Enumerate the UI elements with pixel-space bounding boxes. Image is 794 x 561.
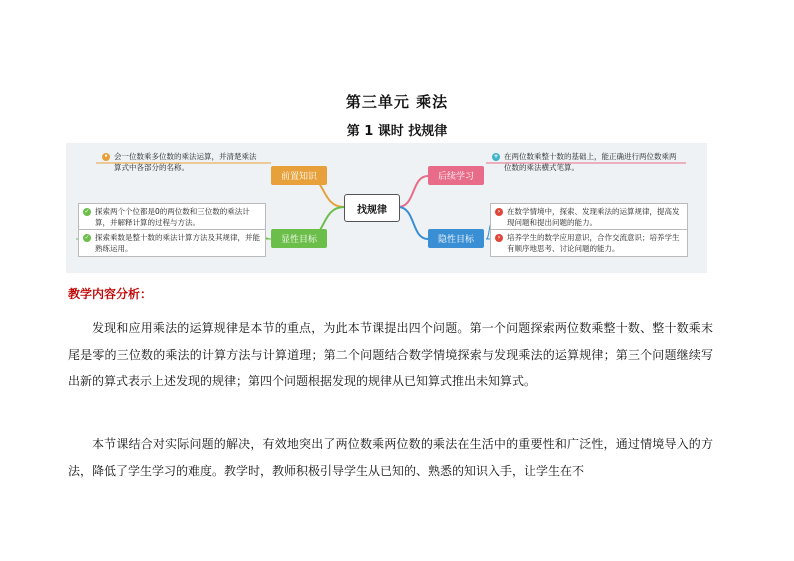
note-text: 在两位数乘整十数的基础上，能正确进行两位数乘两位数的乘法横式笔算。: [504, 152, 677, 172]
plus-icon: +: [493, 153, 499, 160]
branch-prior-knowledge: 前置知识: [271, 166, 327, 185]
mind-map: [66, 143, 707, 273]
section-heading: 教学内容分析：: [68, 287, 153, 301]
bullet-icon: •: [102, 153, 110, 161]
branch-follow-up-learning: 后续学习: [428, 166, 484, 185]
note-follow-up-learning: [492, 151, 682, 173]
branch-implicit-goals: 隐性目标: [428, 229, 484, 248]
arrow-icon: ›: [495, 208, 503, 216]
note-prior-knowledge: [102, 151, 262, 173]
paragraph: 本节课结合对实际问题的解决，有效地突出了两位数乘两位数的乘法在生活中的重要性和广泛性，通过情境导入的方法，降低了学生学习的难度。教学时，教师积极引导学生从已知的、熟悉的知识入手，让学生在不: [68, 437, 713, 478]
note-text: 探索乘数是整十数的乘法计算方法及其规律，并能熟练运用。: [95, 233, 260, 253]
note-explicit-goal-1: [78, 203, 266, 231]
note-explicit-goal-2: [78, 229, 266, 257]
lesson-title: 第 1 课时 找规律: [346, 124, 448, 139]
check-icon: ✓: [84, 234, 90, 241]
note-implicit-goal-1: [490, 203, 688, 231]
note-text: 探索两个个位都是0的两位数和三位数的乘法计算，并解释计算的过程与方法。: [95, 207, 250, 227]
arrow-icon: ›: [495, 234, 503, 242]
unit-title: 第三单元 乘法: [345, 93, 449, 111]
note-text: 培养学生的数学应用意识，合作交流意识；培养学生有顺序地思考、讨论问题的能力。: [507, 233, 680, 253]
note-implicit-goal-2: [490, 229, 688, 257]
branch-explicit-goals: 显性目标: [271, 229, 327, 248]
paragraph: 发现和应用乘法的运算规律是本节的重点，为此本节课提出四个问题。第一个问题探索两位数乘整十数、整十数乘末尾是零的三位数的乘法的计算方法与计算道理；第二个问题结合数学情境探索与发现乘法的运算规律；第三个问题继续写出新的算式表示上述发现的规律；第四个问题根据发现的规律从已知算式推出未知算式。: [68, 321, 713, 388]
mind-map-center-node: 找规律: [344, 194, 400, 222]
check-icon: ✓: [84, 208, 90, 215]
note-text: 在数学情境中，探索、发现乘法的运算规律，提高发现问题和提出问题的能力。: [507, 207, 680, 227]
note-text: 会一位数乘多位数的乘法运算，并清楚乘法算式中各部分的名称。: [114, 152, 257, 172]
